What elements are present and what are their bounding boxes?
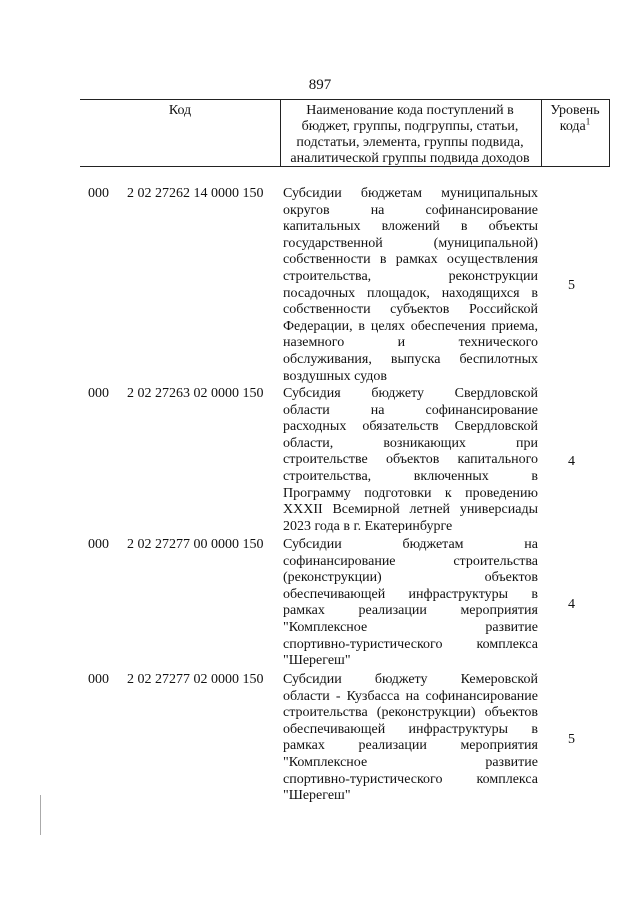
desc-line: рамках реализации мероприятия	[283, 738, 538, 754]
scan-margin-mark	[40, 795, 41, 835]
desc-line: собственности субъектов Российской	[283, 302, 538, 318]
footnote-marker: 1	[585, 116, 591, 127]
desc-line: обслуживания, выпуска беспилотных	[283, 351, 538, 367]
row-code: 2 02 27277 00 0000 150	[127, 537, 264, 552]
header-name	[280, 100, 540, 166]
page-number: 897	[308, 77, 332, 93]
desc-line: области на софинансирование	[283, 402, 538, 418]
header-level	[541, 100, 609, 166]
desc-line: Субсидия бюджету Свердловской	[283, 386, 538, 401]
header-name-line: аналитической группы подвида доходов	[290, 151, 530, 166]
row-level: 4	[568, 454, 575, 469]
row-code: 2 02 27277 02 0000 150	[127, 672, 264, 687]
desc-line: расходных обязательств Свердловской	[283, 419, 538, 435]
desc-line: области - Кузбасса на софинансирование	[283, 688, 538, 704]
header-code-label: Код	[168, 103, 192, 118]
desc-line: (реконструкции) объектов	[283, 570, 538, 586]
row-prefix: 000	[88, 672, 109, 687]
desc-line: государственной (муниципальной)	[283, 235, 538, 251]
row-prefix: 000	[88, 186, 109, 201]
row-description	[283, 672, 538, 805]
row-level: 5	[568, 732, 575, 747]
desc-line: обеспечивающей инфраструктуры в	[283, 586, 538, 602]
desc-line: посадочных площадок, находящихся в	[283, 285, 538, 301]
header-level-line: Уровень	[550, 103, 600, 118]
row-prefix: 000	[88, 386, 109, 401]
table-row	[0, 672, 640, 812]
desc-line: наземного и технического	[283, 335, 538, 351]
desc-line: Субсидии бюджетам муниципальных	[283, 186, 538, 201]
row-description	[283, 537, 538, 670]
desc-line: Программу подготовки к проведению	[283, 485, 538, 501]
row-prefix: 000	[88, 537, 109, 552]
desc-line: строительства, включенных в	[283, 468, 538, 484]
desc-line: XXXII Всемирной летней универсиады	[283, 502, 538, 518]
desc-line: рамках реализации мероприятия	[283, 603, 538, 619]
desc-line: софинансирование строительства	[283, 553, 538, 569]
desc-line: строительства (реконструкции) объектов	[283, 705, 538, 721]
desc-line: собственности в рамках осуществления	[283, 252, 538, 268]
row-description	[283, 186, 538, 385]
header-level-word: кода	[559, 119, 586, 134]
header-right-border	[609, 99, 610, 167]
desc-line: строительства, реконструкции	[283, 268, 538, 284]
desc-line: Субсидии бюджетам на	[283, 537, 538, 552]
row-code: 2 02 27263 02 0000 150	[127, 386, 264, 401]
header-name-line: подстатьи, элемента, группы подвида,	[296, 135, 524, 150]
desc-line: Субсидии бюджету Кемеровской	[283, 672, 538, 687]
table-row	[0, 537, 640, 675]
desc-line: области, возникающих при	[283, 435, 538, 451]
header-level-line	[541, 116, 609, 135]
desc-line: 2023 года в г. Екатеринбурге	[283, 518, 453, 534]
desc-line: "Комплексное развитие	[283, 619, 538, 635]
desc-line: "Шерегеш"	[283, 788, 351, 804]
desc-line: округов на софинансирование	[283, 202, 538, 218]
header-code	[80, 100, 280, 166]
header-name-line: бюджет, группы, подгруппы, статьи,	[301, 119, 519, 134]
desc-line: строительстве объектов капитального	[283, 452, 538, 468]
desc-line: капитальных вложений в объекты	[283, 219, 538, 235]
desc-line: обеспечивающей инфраструктуры в	[283, 721, 538, 737]
desc-line: "Шерегеш"	[283, 653, 351, 669]
desc-line: Федерации, в целях обеспечения приема,	[283, 318, 538, 334]
row-code: 2 02 27262 14 0000 150	[127, 186, 264, 201]
header-name-line: Наименование кода поступлений в	[306, 103, 514, 118]
desc-line: спортивно-туристического комплекса	[283, 636, 538, 652]
desc-line: воздушных судов	[283, 368, 387, 384]
row-description	[283, 386, 538, 535]
table-row	[0, 386, 640, 541]
row-level: 5	[568, 278, 575, 293]
table-row	[0, 186, 640, 391]
row-level: 4	[568, 597, 575, 612]
desc-line: "Комплексное развитие	[283, 754, 538, 770]
desc-line: спортивно-туристического комплекса	[283, 771, 538, 787]
